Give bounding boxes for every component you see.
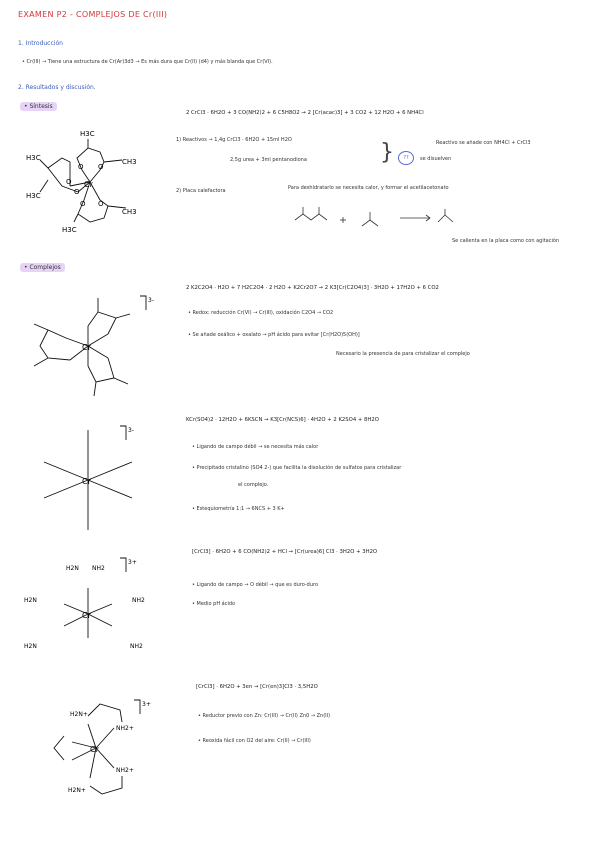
methyl-label: CH3	[122, 158, 137, 166]
amine-label: NH2+	[116, 725, 134, 732]
cr-atom-label: Cr	[82, 343, 91, 352]
amine-label: H2N+	[68, 787, 86, 794]
section-results-heading: 2. Resultados y discusión.	[18, 84, 96, 91]
o-label: O	[66, 178, 72, 186]
amine-label: NH2+	[116, 767, 134, 774]
cr-atom-label: Cr	[90, 745, 99, 754]
oxalate-equation: 2 K2C2O4 · H2O + 7 H2C2O4 · 2 H2O + K2Cr2O7 → 2 K3[Cr(C2O4)3] · 3H2O + 17H2O + 6 CO2	[186, 285, 439, 291]
methyl-label: H3C	[26, 192, 41, 200]
ncs-line-3: • Estequiometría 1:1 → 6NCS + 3 K+	[192, 506, 285, 512]
cr-atom-label: Cr	[84, 180, 93, 189]
circled-note: ??	[398, 151, 414, 165]
complex-charge: 3+	[142, 701, 151, 708]
sintesis-label: • Síntesis	[20, 102, 57, 111]
o-label: O	[80, 200, 86, 208]
cr-atom-label: Cr	[82, 477, 91, 486]
amine-label: NH2	[92, 565, 105, 572]
complex-charge: 3-	[148, 297, 154, 304]
cr-oxalate-structure	[22, 290, 162, 402]
amine-label: NH2	[130, 643, 143, 650]
o-label: O	[74, 188, 80, 196]
amine-label: H2N+	[70, 711, 88, 718]
sintesis-note-2: 2) Placa calefactora	[176, 188, 226, 194]
methyl-label: H3C	[62, 226, 77, 234]
methyl-label: H3C	[80, 130, 95, 138]
o-label: O	[98, 200, 104, 208]
urea-line-1: • Ligando de campo → O débil → que es duro-duro	[192, 582, 319, 588]
oxalate-line-3: Necesario la presencia de para cristalizar el complejo	[336, 351, 470, 357]
en-equation: [CrCl3] · 6H2O + 3en → [Cr(en)3]Cl3 · 3,5H2O	[196, 684, 318, 690]
ncs-equation: KCr(SO4)2 · 12H2O + 6KSCN → K3[Cr(NCS)6] · 4H2O + 2 K2SO4 + 8H2O	[186, 417, 379, 423]
amine-label: H2N	[24, 643, 37, 650]
ncs-line-2b: el complejo.	[238, 482, 269, 488]
amine-label: H2N	[66, 565, 79, 572]
en-line-1: • Reductor previo con Zn: Cr(III) → Cr(II) Zn0 → Zn(II)	[198, 713, 331, 719]
methyl-label: CH3	[122, 208, 137, 216]
oxalate-line-1: • Redox: reducción Cr(VI) → Cr(III), oxidación C2O4 → CO2	[188, 310, 334, 316]
cr-ethylenediamine-structure	[50, 690, 180, 800]
amine-label: H2N	[24, 597, 37, 604]
urea-equation: [CrCl3] · 6H2O + 6 CO(NH2)2 + HCl → [Cr(urea)6] Cl3 · 3H2O + 3H2O	[192, 549, 378, 555]
sintesis-side-1: Reactivo se añade con NH4Cl + CrCl3	[436, 140, 531, 146]
sintesis-side-2: se disuelven	[420, 156, 452, 162]
page-title: EXAMEN P2 - COMPLEJOS DE Cr(III)	[18, 10, 168, 19]
en-line-2: • Reoxida fácil con O2 del aire: Cr(II) → Cr(III)	[198, 738, 311, 744]
sintesis-note-2b: Para deshidratarlo se necesita calor, y formar el acetilacetonato	[288, 185, 449, 191]
complejos-label: • Complejos	[20, 263, 65, 272]
methyl-label: H3C	[26, 154, 41, 162]
cr-atom-label: Cr	[82, 611, 91, 620]
section-intro-heading: 1. Introducción	[18, 40, 63, 47]
o-label: O	[98, 163, 104, 171]
cr-thiocyanate-structure	[22, 420, 162, 538]
brace: }	[380, 140, 394, 165]
ncs-line-1: • Ligando de campo débil → se necesita más calor	[192, 444, 319, 450]
ncs-line-2: • Precipitado cristalino (SO4 2-) que facilita la disolución de sulfatos para cristalizar	[192, 465, 402, 471]
oxalate-line-2: • Se añade oxálico + oxalato → pH ácido para evitar [Cr(H2O)5(OH)]	[188, 332, 360, 338]
acac-reaction-sketch	[290, 200, 460, 240]
amine-label: NH2	[132, 597, 145, 604]
o-label: O	[78, 163, 84, 171]
sintesis-equation: 2 CrCl3 · 6H2O + 3 CO(NH2)2 + 6 C5H8O2 → 2 [Cr(acac)3] + 3 CO2 + 12 H2O + 6 NH4Cl	[186, 110, 424, 116]
complex-charge: 3+	[128, 559, 137, 566]
sintesis-note-1: 1) Reactivos → 1,4g CrCl3 · 6H2O + 15ml H2O	[176, 137, 292, 143]
section-intro-text: • Cr(III) → Tiene una estructura de Cr(Ar)3d3 → Es más dura que Cr(II) (d4) y más blanda que Cr(VI).	[22, 59, 273, 65]
cr-acac-structure	[22, 122, 157, 244]
cr-urea-structure	[22, 552, 162, 666]
urea-line-2: • Medio pH ácido	[192, 601, 236, 607]
sintesis-note-1b: 2,5g urea + 3ml pentanodiona	[230, 157, 307, 163]
sintesis-note-3: Se calienta en la placa como con agitación	[452, 238, 560, 244]
complex-charge: 3-	[128, 427, 134, 434]
